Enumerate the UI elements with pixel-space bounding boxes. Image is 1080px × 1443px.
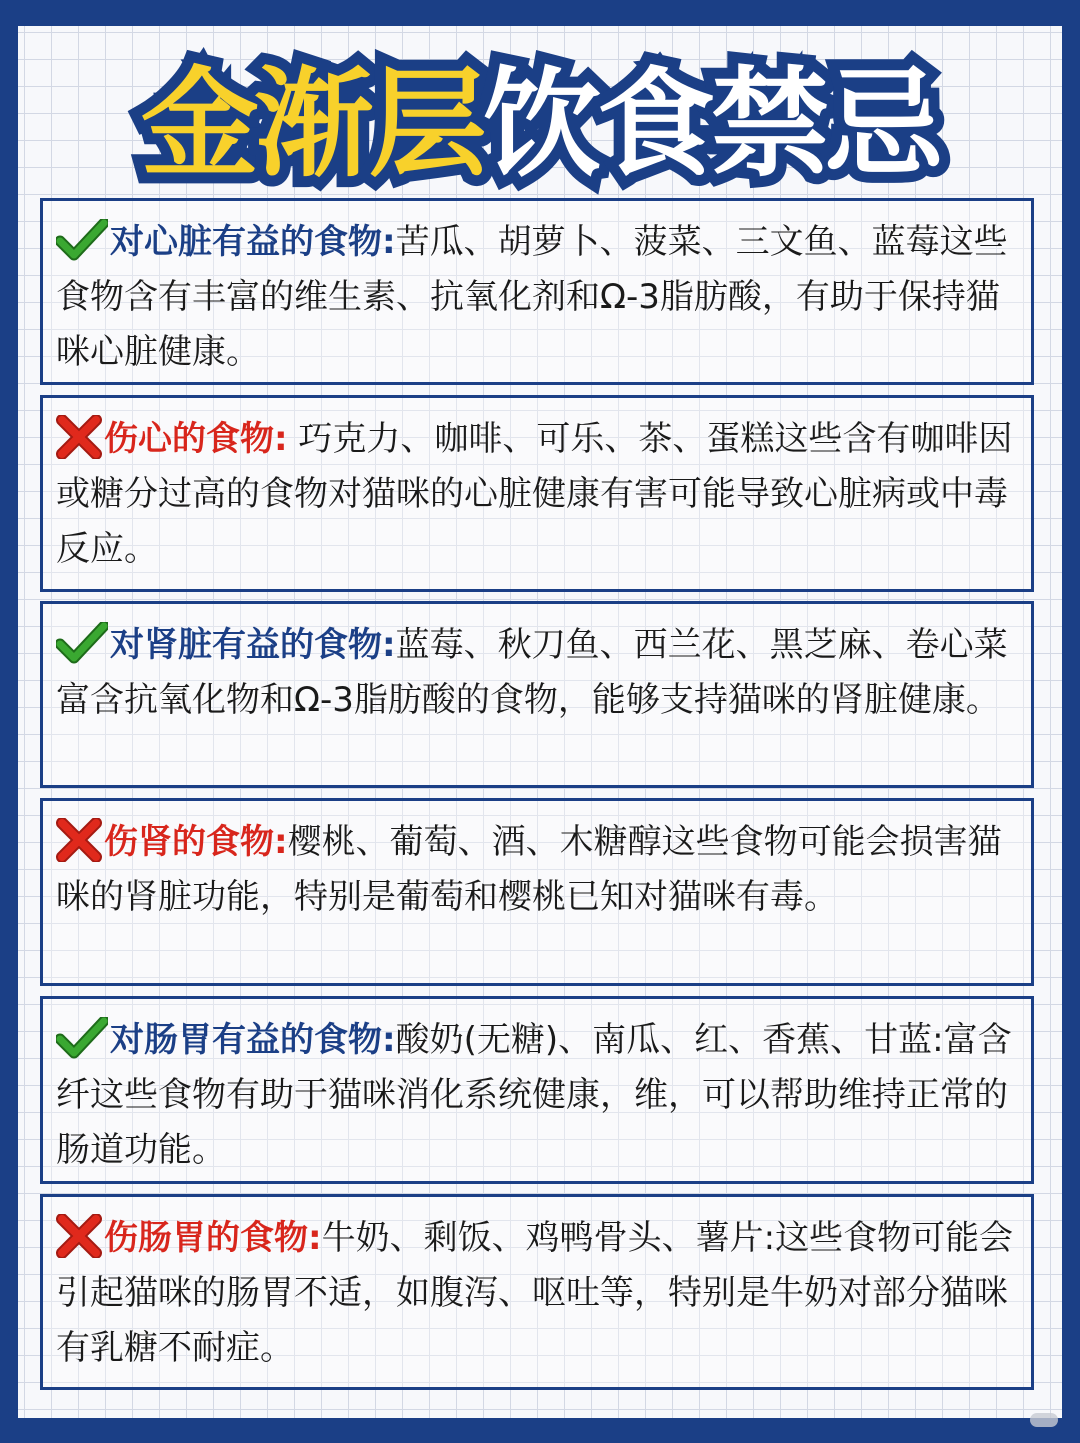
card-text: 巧克力、咖啡、可乐、茶、蛋糕这些含有咖啡因或糖分过高的食物对猫咪的心脏健康有害可能导致心脏病或中毒反应。 <box>56 419 1013 569</box>
card-paragraph <box>56 412 1023 577</box>
page-title <box>0 54 1080 194</box>
card-label: 对心脏有益的食物: <box>110 222 396 262</box>
card-text: 樱桃、葡萄、酒、木糖醇这些食物可能会损害猫咪的肾脏功能，特别是葡萄和樱桃已知对猫咪有毒。 <box>56 822 1002 917</box>
cross-icon <box>56 818 102 862</box>
card-kidney-bad <box>40 798 1034 986</box>
card-text: 牛奶、剩饭、鸡鸭骨头、薯片:这些食物可能会引起猫咪的肠胃不适，如腹泻、呕吐等，特别是牛奶对部分猫咪有乳糖不耐症。 <box>56 1218 1014 1368</box>
check-icon <box>56 219 108 261</box>
card-paragraph <box>56 815 1023 925</box>
card-paragraph <box>56 215 1023 380</box>
card-text: 苦瓜、胡萝卜、菠菜、三文鱼、蓝莓这些食物含有丰富的维生素、抗氧化剂和Ω-3脂肪酸，有助于保持猫咪心脏健康。 <box>56 222 1008 372</box>
card-text: 酸奶(无糖)、南瓜、红、香蕉、甘蓝:富含纤这些食物有助于猫咪消化系统健康，维，可以帮助维持正常的肠道功能。 <box>56 1020 1012 1170</box>
card-heart-good <box>40 198 1034 385</box>
card-label: 伤肾的食物: <box>104 822 288 862</box>
card-kidney-good <box>40 601 1034 788</box>
card-paragraph <box>56 1211 1023 1376</box>
card-text: 蓝莓、秋刀鱼、西兰花、黑芝麻、卷心菜富含抗氧化物和Ω-3脂肪酸的食物，能够支持猫咪的肾脏健康。 <box>56 625 1008 720</box>
title-part-white: 饮食禁忌 <box>483 55 940 193</box>
card-label: 对肠胃有益的食物: <box>110 1020 396 1060</box>
card-stomach-bad <box>40 1194 1034 1390</box>
cross-icon <box>56 1214 102 1258</box>
card-label: 伤肠胃的食物: <box>104 1218 322 1258</box>
title-part-yellow: 金渐层 <box>140 55 483 193</box>
check-icon <box>56 1017 108 1059</box>
card-paragraph <box>56 618 1023 728</box>
card-heart-bad <box>40 395 1034 592</box>
card-paragraph <box>56 1013 1023 1178</box>
check-icon <box>56 622 108 664</box>
watermark-badge <box>1030 1413 1058 1427</box>
card-label: 伤心的食物: <box>104 419 288 459</box>
cross-icon <box>56 415 102 459</box>
card-label: 对肾脏有益的食物: <box>110 625 396 665</box>
card-stomach-good <box>40 996 1034 1184</box>
